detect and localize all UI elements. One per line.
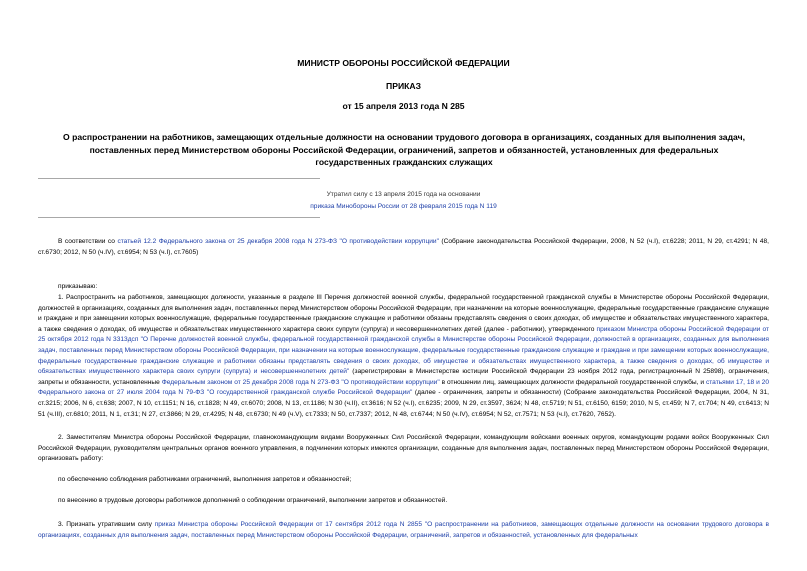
- lapse-note-link-line: [0, 201, 807, 213]
- order-3313-link[interactable]: приказом Министра обороны Российской Федерации от 25 октября 2012 года N 3313: [38, 325, 769, 344]
- preamble-paragraph: [38, 237, 769, 258]
- federal-law-79-link[interactable]: статьями 17, 18 и 20 Федерального закона от 27 июля 2004 года N 79-ФЗ "О государственной гражданской службе Российской Федерации": [38, 378, 770, 397]
- item-2-paragraph: 2. Заместителям Министра обороны Российской Федерации, главнокомандующим видами Вооруженных Сил Российской Федерации, командующим войсками военных округов, командующим родами войск Вооруженных Сил Российской Федерации, руководителям центральных органов военного управления, в подчинении которых имеются организации, созданные для выполнения задач, поставленных перед Министерством обороны Российской Федерации, организовать работу:: [38, 434, 769, 463]
- preamble-text-b: (Собрание законодательства Российской Федерации, 2008, N 52 (ч.I), ст.6228; 2011, N 29, ст.4291; N 48, ст.6730; 2012, N 50 (ч.IV), ст.6954; N 53 (ч.I), ст.7605): [38, 238, 769, 256]
- item-2-subitem-1: по обеспечению соблюдения работниками ограничений, выполнения запретов и обязанностей;: [58, 476, 352, 483]
- divider-bottom: [38, 217, 320, 218]
- item-1-text-d: (далее - ограничения, запреты и обязанности) (Собрание законодательства Российской Федерации, 2004, N 31, ст.3215; 2006, N 6, ст.638; 2007, N 10, ст.1151; N 16, ст.1828; N 49, ст.6070; 2008, N 13, ст.1186; N 30 (ч.II), ст.3616; N 52 (ч.I), ст.6235; 2009, N 29, ст.3597, 3624; N 48, ст.5719; N 51, ст.6150, 6159; 2010, N 5, ст.459; N 7, ст.704; N 49, ст.6413; N 51 (ч.III), ст.6810; 2011, N 1, ст.31; N 27, ст.3866; N 29, ст.4295; N 48, ст.6730; N 49 (ч.V), ст.7333; N 50, ст.7337; 2012, N 48, ст.6744; N 50 (ч.IV), ст.6954; N 52, ст.7571; N 53 (ч.I), ст.7620, 7652).: [38, 389, 769, 418]
- item-1-text-a: 1. Распространить на работников, замещающих должности, указанные в разделе III Перечня должностей военной службы, федеральной государственной гражданской службы в Министерстве обороны Российской Федерации, должностей в организациях, созданных для выполнения задач, поставленных перед Министерством обороны Российской Федерации, при назначении на которые военнослужащие, федеральные государственные гражданские служащие и граждане и при замещении которых военнослужащие, федеральные государственные гражданские служащие и работники обязаны представлять сведения о своих доходах, об имуществе и обязательствах имущественного характера, а также сведения о доходах, об имуществе и обязательствах имущественного характера своих супруги (супруга) и несовершеннолетних детей (далее - работники), утвержденного: [38, 294, 769, 333]
- item-2-subitem-2: по внесению в трудовые договоры работников дополнений о соблюдении ограничений, выполнении запретов и обязанностей.: [58, 497, 448, 504]
- order-3313-title-link[interactable]: дсп "О Перечне должностей военной службы, федеральной государственной гражданской службы в Министерстве обороны Российской Федерации, должностей в организациях, созданных для выполнения задач, поставленных перед Министерством обороны Российской Федерации, при назначении на которые военнослужащие, федеральные государственные гражданские служащие и граждане и при замещении которых военнослужащие, федеральные государственные гражданские служащие и работники обязаны представлять сведения о своих доходах, об имуществе и обязательствах имущественного характера, а также сведения о доходах, об имуществе и обязательствах имущественного характера своих супруги (супруга) и несовершеннолетних детей": [38, 336, 769, 376]
- document-type: ПРИКАЗ: [386, 81, 421, 91]
- item-3-text-a: 3. Признать утратившим силу: [58, 521, 155, 528]
- document-date: от 15 апреля 2013 года N 285: [342, 101, 465, 111]
- item-1-paragraph: [38, 293, 769, 420]
- lapse-order-link[interactable]: приказа Минобороны России от 28 февраля 2015 года N 119: [310, 203, 497, 210]
- item-1-text-b: (зарегистрирован в Министерстве юстиции Российской Федерации 23 ноября 2012 года, регистрационный N 25898), ограничения, запреты и обязанности, установленные: [38, 368, 770, 386]
- federal-law-273-link[interactable]: Федеральным законом от 25 декабря 2008 года N 273-ФЗ "О противодействии коррупции": [161, 378, 440, 386]
- divider-top: [38, 178, 320, 179]
- lapse-note-text: Утратил силу с 13 апреля 2015 года на основании: [326, 191, 481, 198]
- document-title: О распространении на работников, замещающих отдельные должности на основании трудового договора в организациях, созданных для выполнения задач, поставленных перед Министерством обороны Российской Федерации, ограничений, запретов и обязанностей, установленных для федеральных государственных гражданских служащих: [63, 132, 745, 167]
- anticorruption-law-link[interactable]: статьей 12.2 Федерального закона от 25 декабря 2008 года N 273-ФЗ "О противодействии коррупции": [117, 238, 439, 245]
- order-2855-link[interactable]: приказ Министра обороны Российской Федерации от 17 сентября 2012 года N 2855 "О распространении на работников, замещающих отдельные должности на основании трудового договора в организациях, созданных для выполнения задач, поставленных перед Министерством обороны Российской Федерации, ограничений, запретов и обязанностей, установленных для федеральных: [38, 521, 769, 539]
- orders-line: приказываю:: [58, 283, 98, 290]
- item-1-text-c: в отношении лиц, замещающих должности федеральной государственной службы, и: [439, 378, 706, 386]
- preamble-text-a: В соответствии со: [58, 238, 118, 245]
- item-3-paragraph: [38, 520, 769, 541]
- ministry-heading: МИНИСТР ОБОРОНЫ РОССИЙСКОЙ ФЕДЕРАЦИИ: [297, 58, 510, 68]
